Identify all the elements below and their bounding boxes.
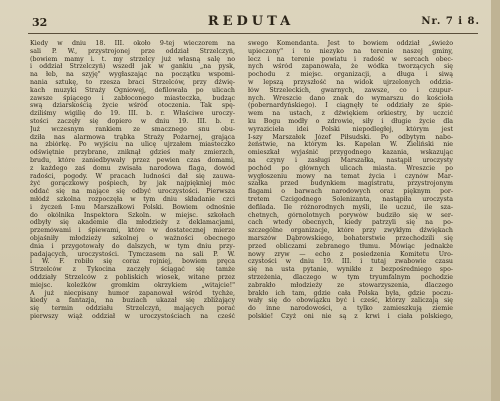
text-line: pochód po głównych ulicach miasta. Wreszcie po [248, 164, 453, 172]
text-line: A już niecpisany humor zapanował wśród tychże, [30, 289, 235, 297]
page-fold-edge [491, 0, 500, 401]
issue-number: Nr. 7 i 8. [421, 16, 480, 27]
text-line: wyrazicieła idei Polski niepodległej, którym jest [248, 125, 453, 133]
text-line: żeństwie, na którym ks. Kapelan W. Zieliński nie [248, 141, 453, 149]
text-line: szałka przed budynkiem magistratu, przystrojonym [248, 180, 453, 188]
text-line: nowy zryw — echo z posiedzenia Komitetu Uro- [248, 250, 453, 258]
text-line: na zbiórkę. Po wyjściu na ulicę ujrzałem miasteczko [30, 141, 235, 149]
text-line: na czyny i zasługi Marszałka, nastąpił uroczysty [248, 156, 453, 164]
text-line: upieczony" i to niezyko na terenie naszej gminy, [248, 47, 453, 55]
text-line: i oddział Strzelczyń) wszedł jak w gankiu „na pysk, [30, 63, 235, 71]
text-line: wygłoszeniu mowy na temat życia i czynów Mar- [248, 172, 453, 180]
text-line: młódź szkolna rozpoczęła w tym dniu składanie czci [30, 195, 235, 203]
text-line: oddać się na mające się odbyć uroczystości. Pierwsza [30, 188, 235, 196]
text-line: dziliśmy wigilię do 19. III. b. r. Właściwe uroczy- [30, 110, 235, 118]
text-line: do okólnika Inspektora Szkoln. w miejsc. szkołach [30, 211, 235, 219]
text-line: w lepszą przyszłość na widok ujrzelonych oddzia- [248, 78, 453, 86]
page-header [18, 14, 484, 32]
text-line: odświętnie przybrane, zniknął gdzieś mały zmierzch, [30, 149, 235, 157]
text-line: dziła nas alarmowa trąbka Straży Pożarnej, grająca [30, 133, 235, 141]
text-line: nania sztukę, to rzesza braci Strzelców, przy dźwię- [30, 78, 235, 86]
text-line: i W. F. robiło się coraz rojniej, bowiem pręca [30, 258, 235, 266]
text-line: oddziały Strzelców z pobliskich wiosek, witane przez [30, 273, 235, 281]
text-line: odbyły się akademie dla młodzieży z deklamacjami, [30, 219, 235, 227]
text-line: czystości w dniu 19. III. i tutaj zwabowie czasu [248, 258, 453, 266]
left-text-column [30, 40, 235, 392]
text-line: Kiedy w dniu 18. III. około 9-tej wieczorem na [30, 40, 235, 47]
text-line: brudu, które zaniedbywały przez pewien czas domami, [30, 156, 235, 164]
text-line: sali P. W., przystrojonej prze oddział Strzelczyń, [30, 47, 235, 55]
text-line: defilada. Ile różnorodnych myśli, ile uczuć, ile sza- [248, 203, 453, 211]
publication-title: REDUTA [207, 14, 295, 29]
right-text-column [248, 40, 453, 392]
text-line: pochodu z miejsc. organizacji, a długa i siwą [248, 71, 453, 79]
text-line: ku Bogu modły o zdrowie, siły i długie życie dla [248, 117, 453, 125]
text-line: cach wtedy obecnych, kiedy patrzyli się na po- [248, 219, 453, 227]
text-line: swego Komendanta. Jest to bowiem oddział „świeżo [248, 40, 453, 47]
text-line: omieszkał wyjaśnić przygodnego kazania, wskazując [248, 149, 453, 157]
text-line: kiedy a fantazja, na buziach ukazał się zbliżający [30, 297, 235, 305]
text-line: do inne narodowości, a tylko zamieszkują ziemie [248, 305, 453, 313]
text-line: strzeżenia, dlaczego w tym tryumfalnym pochodzie [248, 273, 453, 281]
text-line: szczególne organizacje, które przy zwykłym dźwiękach [248, 227, 453, 235]
text-line: swą dziarskością życie wśród otoczenia. Tak spę- [30, 102, 235, 110]
text-line: radości, pogody. W pracach ludności dał się zauwa- [30, 172, 235, 180]
text-line: i życzeń I-mu Marszałkowi Polski. Bowiem odnośnie [30, 203, 235, 211]
header-rule [28, 33, 478, 34]
text-line: pierwszy wiąż oddział w uroczystościach na cześć [30, 312, 235, 320]
text-line: się termin oddziału Strzelczyń, mających porać [30, 305, 235, 313]
text-line: chetnych, górnolotnych porywów budziło się w ser- [248, 211, 453, 219]
text-line: łów Strzeleckich, gwarnych, zawsze, co i czupur- [248, 86, 453, 94]
text-line: tretem Czcigodnego Solenizanta, nastąpiła uroczysta [248, 195, 453, 203]
text-line: zabrakło młodzieży ze stowarzyszenia, dlaczego [248, 281, 453, 289]
text-line: marszów Dąbrowskiego, bohaterstwie przechodzili się [248, 234, 453, 242]
text-line: się na usta pytanie, wynikłe z bezpośredniego spo- [248, 266, 453, 274]
text-line: lecz i na terenie powiatu i radość w sercach obec- [248, 55, 453, 63]
text-line: miejsc. koleżków gromkim okrzykiem „witajcie!" [30, 281, 235, 289]
text-line: I-szy Marszałek Józef Piłsudski. Po odbytym nabo- [248, 133, 453, 141]
text-line: padających, uroczystości. Tymczasem na sali P. W. [30, 250, 235, 258]
text-line: przemówami i śpiewami, które w dostatecznej mierze [30, 227, 235, 235]
text-line: zawsze śpiącego i zabłoconego miasteczka, budząc [30, 94, 235, 102]
text-line: flagami o barwach narodowych oraz pięknym por- [248, 188, 453, 196]
text-line: Już wczesnym rankiem ze smacznego snu obu- [30, 125, 235, 133]
text-line: objaśniły młodzieży szkolnej o ważności obecnego [30, 234, 235, 242]
text-line: brakło ich tam, gdzie cała Polska była, gdzie poczu- [248, 289, 453, 297]
text-line: nych. Wreszcie dano znak do wymarszu do kościoła [248, 94, 453, 102]
text-line: na łeb, na szyję" wygłaszając na początku wspomi- [30, 71, 235, 79]
page-number: 32 [32, 16, 48, 29]
text-line: z każdego zaś domu zwisała narodowa flaga, dowód [30, 164, 235, 172]
text-line: stości zaczęły się dopiero w dniu 19. III. b. r. [30, 117, 235, 125]
text-line: przed obliczami zebranego tłumu. Mówiąc jednakże [248, 242, 453, 250]
text-line: Strzelców z Tykocina zaczęły ściągać się tamże [30, 266, 235, 274]
text-line: dnia i przygotowały do dalszych, w tym dniu przy- [30, 242, 235, 250]
text-line: (bowiem mamy i. t. my strzelcy już własną salę no [30, 55, 235, 63]
text-line: żyć gorączkowy pośpiech, by jak najpiękniej móc [30, 180, 235, 188]
text-line: kach muzyki Straży Ogniowej, defilowała po ulicach [30, 86, 235, 94]
text-line: wały się do obowiązku być i cześć, którzy zaliczają się [248, 297, 453, 305]
text-line: wem na ustach, z dźwiękiem orkiestry, by uczcić [248, 110, 453, 118]
text-line: (pobernardyńskiego). I ciągnęły te oddziały ze śpie- [248, 102, 453, 110]
text-line: polskie! Czyż oni nie są z krwi i ciała polskiego, [248, 312, 453, 320]
text-line: nych wśród zapanowała, że wódka tworzących się [248, 63, 453, 71]
